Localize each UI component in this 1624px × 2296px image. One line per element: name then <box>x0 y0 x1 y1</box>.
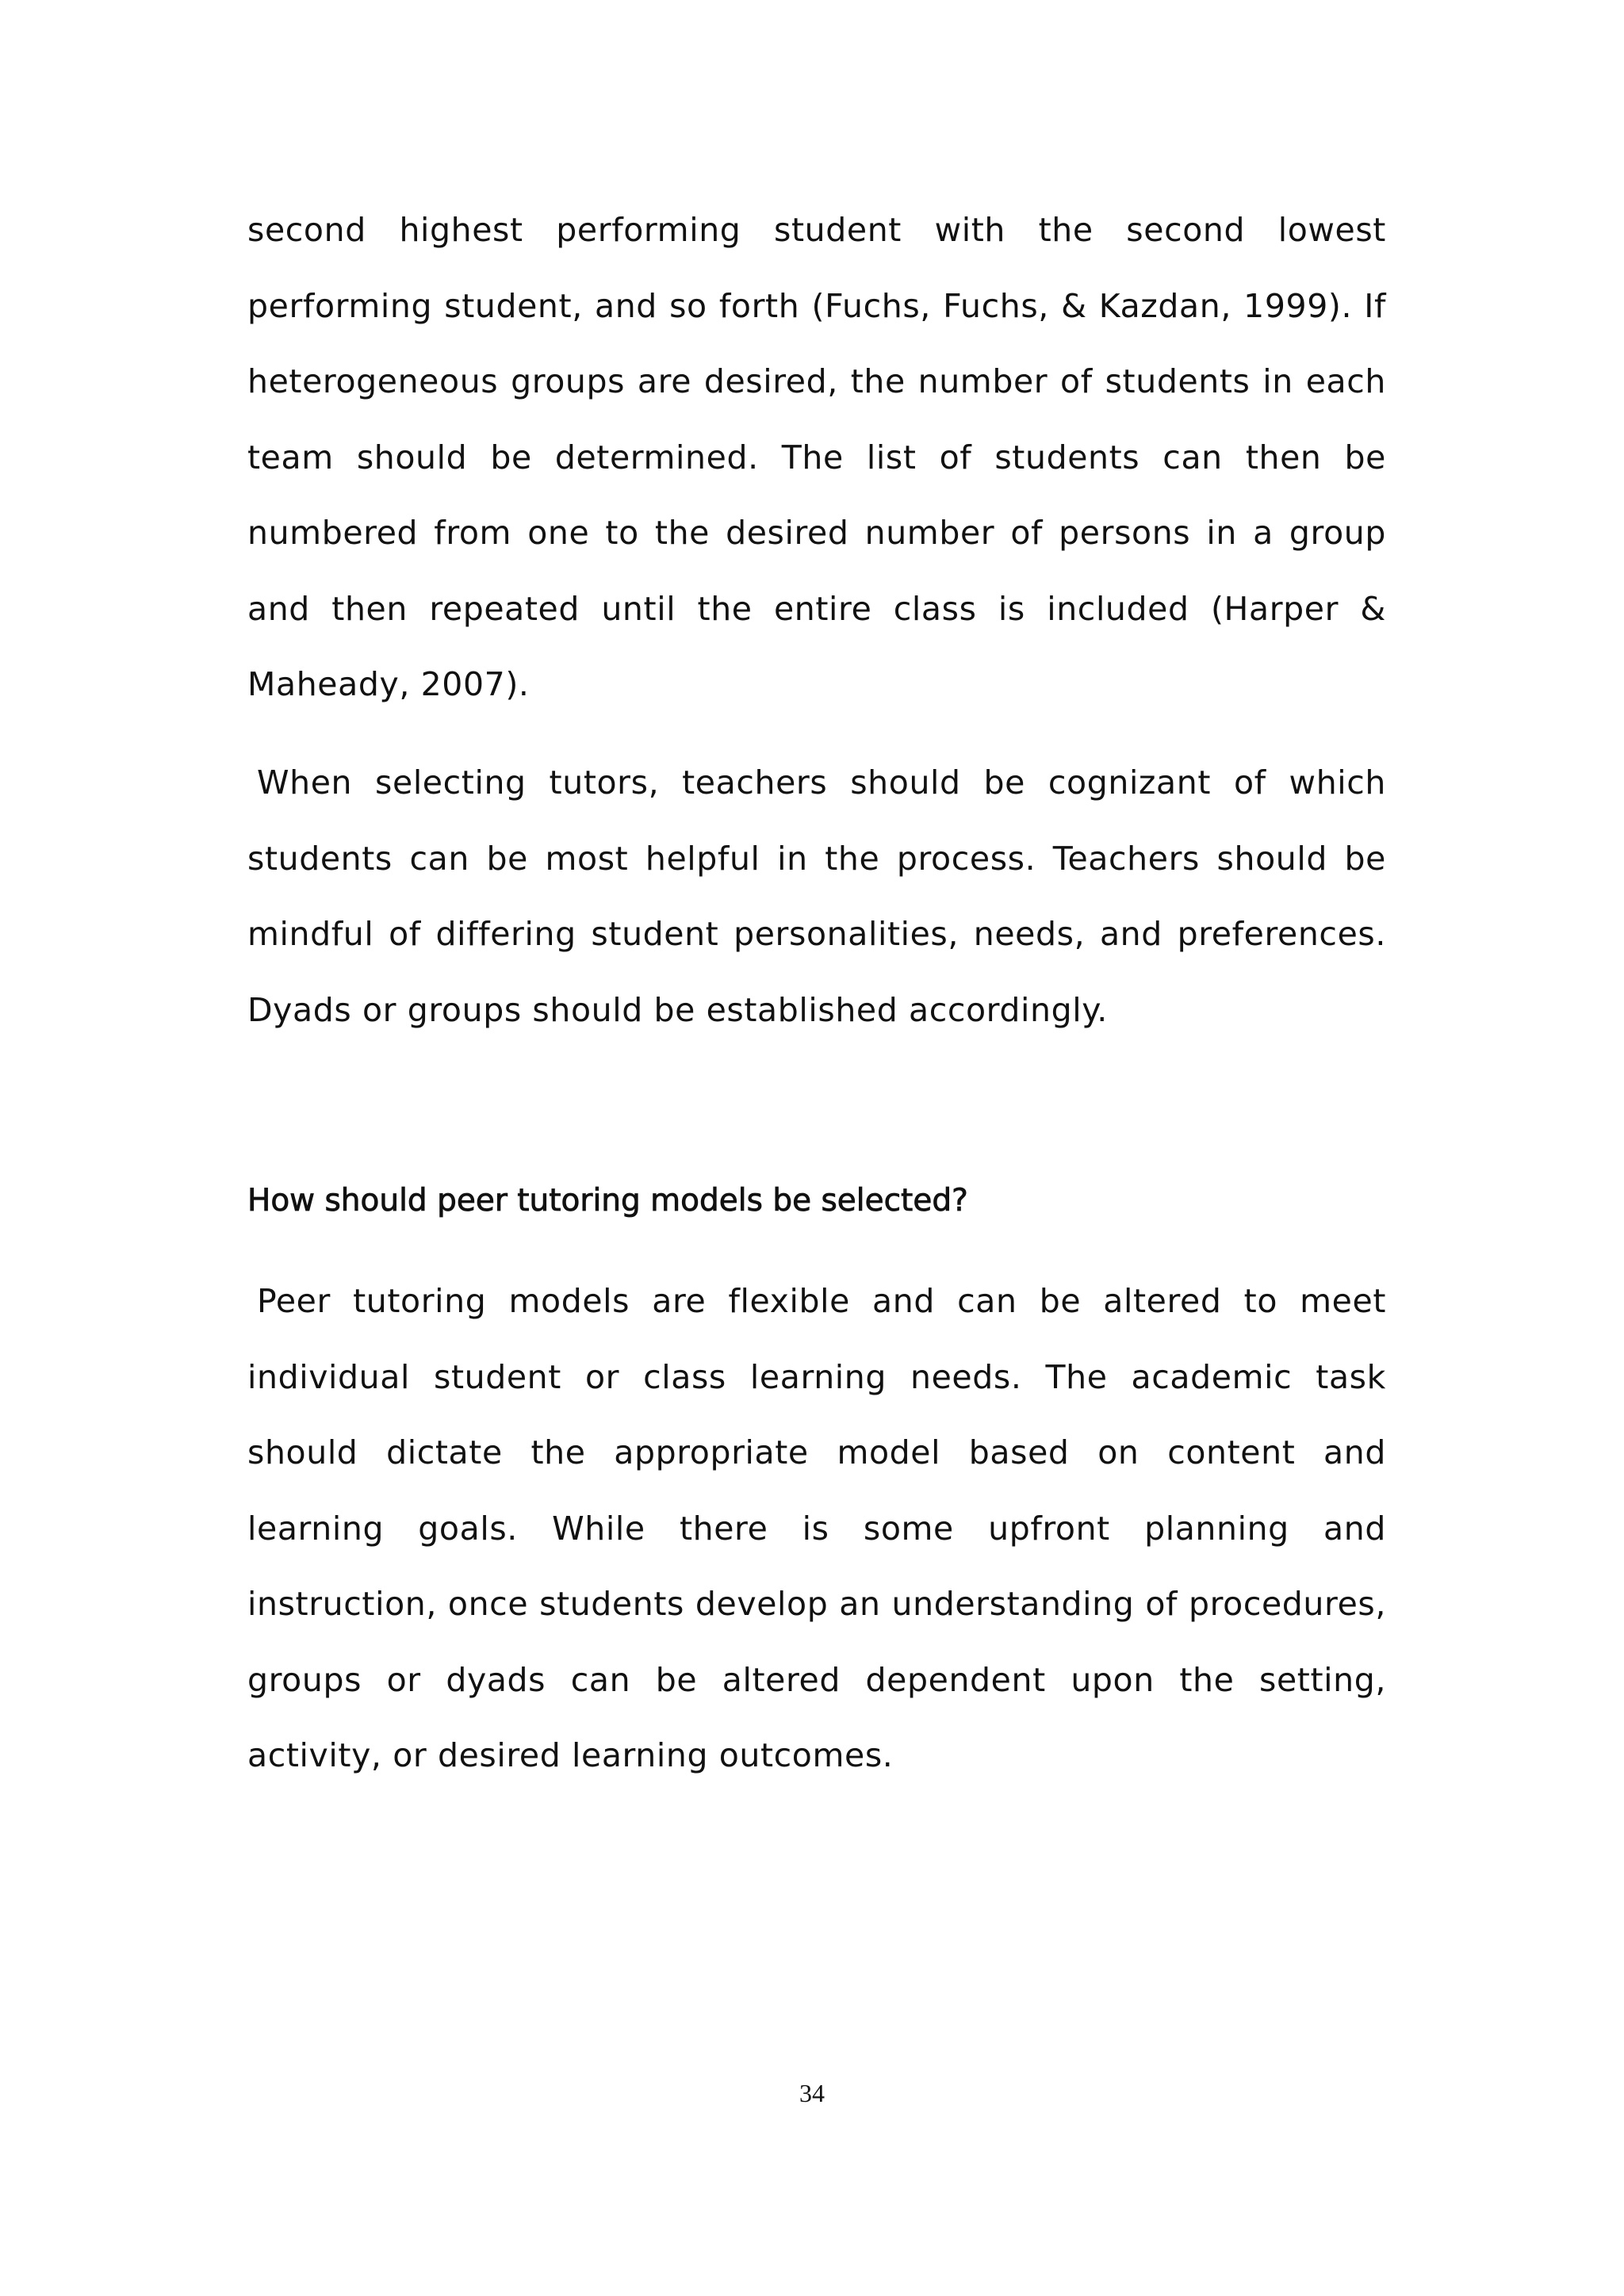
paragraph-selecting-tutors: When selecting tutors, teachers should be cognizant of which students can be most helpful in the process. Teachers should be mindful of differing student personalities, needs, and preferences. Dyads or groups should be established accordingly. <box>247 763 1386 1029</box>
paragraph-peer-tutoring-models: Peer tutoring models are flexible and can be altered to meet individual student or class learning needs. The academic task should dictate the appropriate model based on content and learning goals. While there is some upfront planning and instruction, once students develop an understanding of procedures, groups or dyads can be altered dependent upon the setting, activity, or desired learning outcomes. <box>247 1282 1386 1774</box>
paragraph-pairing-students: second highest performing student with the second lowest performing student, and so forth (Fuchs, Fuchs, & Kazdan, 1999). If heterogeneous groups are desired, the number of students in each team should be determined. The list of students can then be numbered from one to the desired number of persons in a group and then repeated until the entire class is included (Harper & Maheady, 2007). <box>247 211 1386 703</box>
section-heading: How should peer tutoring models be selected? <box>247 1183 968 1219</box>
page-number: 34 <box>799 2079 825 2107</box>
